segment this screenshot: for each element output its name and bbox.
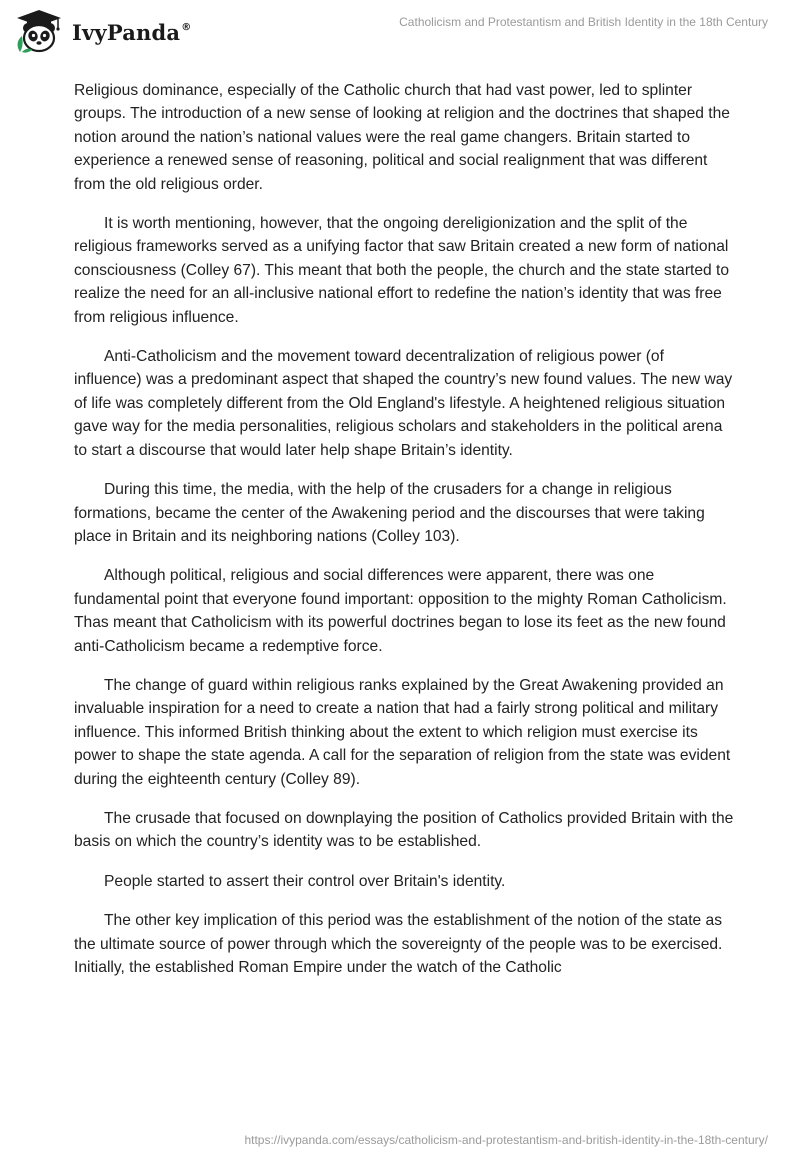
- source-url[interactable]: https://ivypanda.com/essays/catholicism-and-protestantism-and-british-identity-in-the-18th-century/: [244, 1133, 768, 1147]
- registered-mark: ®: [181, 21, 192, 33]
- paragraph-5: Although political, religious and social differences were apparent, there was one fundamental point that everyone found important: opposition to the mighty Roman Catholicism. Thas meant that Catholicism with its powerful doctrines began to lose its feet as the new found anti-Catholicism became a redemptive force.: [74, 567, 727, 655]
- document-title: Catholicism and Protestantism and British Identity in the 18th Century: [399, 15, 768, 29]
- essay-body: [74, 79, 734, 995]
- paragraph-8: People started to assert their control over Britain's identity.: [104, 872, 506, 890]
- paragraph-2: It is worth mentioning, however, that the ongoing dereligionization and the split of the religious frameworks served as a unifying factor that saw Britain created a new form of national consciousness (Colley 67). This meant that both the people, the church and the state started to realize the need for an all-inclusive national effort to redefine the nation’s identity that was free from religious influence.: [74, 215, 730, 326]
- panda-logo-icon: [14, 8, 64, 54]
- page-header: [0, 0, 800, 60]
- brand-logo[interactable]: [14, 8, 191, 54]
- paragraph-9: The other key implication of this period was the establishment of the notion of the state as the ultimate source of power through which the sovereignty of the people was to be exercised. Initially, the established Roman Empire under the watch of the Catholic: [74, 912, 723, 976]
- paragraph-4: During this time, the media, with the help of the crusaders for a change in religious formations, became the center of the Awakening period and the discourses that were taking place in Britain and its neighboring nations (Colley 103).: [74, 481, 705, 545]
- paragraph-1: Religious dominance, especially of the Catholic church that had vast power, led to splinter groups. The introduction of a new sense of looking at religion and the doctrines that shaped the notion around the nation’s national values were the real game changers. Britain started to experience a renewed sense of reasoning, political and social realignment that was different from the old religious order.: [74, 82, 730, 193]
- paragraph-6: The change of guard within religious ranks explained by the Great Awakening provided an invaluable inspiration for a need to create a nation that had a fairly strong political and military influence. This informed British thinking about the extent to which religion must exercise its power to shape the state agenda. A call for the separation of religion from the state was evident during the eighteenth century (Colley 89).: [74, 676, 731, 788]
- paragraph-3: Anti-Catholicism and the movement toward decentralization of religious power (of influence) was a predominant aspect that shaped the country’s new found values. The new way of life was completely different from the Old England's lifestyle. A heightened religious situation gave way for the media personalities, religious scholars and stakeholders in the political arena to start a discourse that would later help shape Britain’s identity.: [74, 348, 733, 459]
- brand-name: IvyPanda®: [72, 19, 192, 45]
- paragraph-7: The crusade that focused on downplaying the position of Catholics provided Britain with the basis on which the country’s identity was to be established.: [74, 809, 734, 851]
